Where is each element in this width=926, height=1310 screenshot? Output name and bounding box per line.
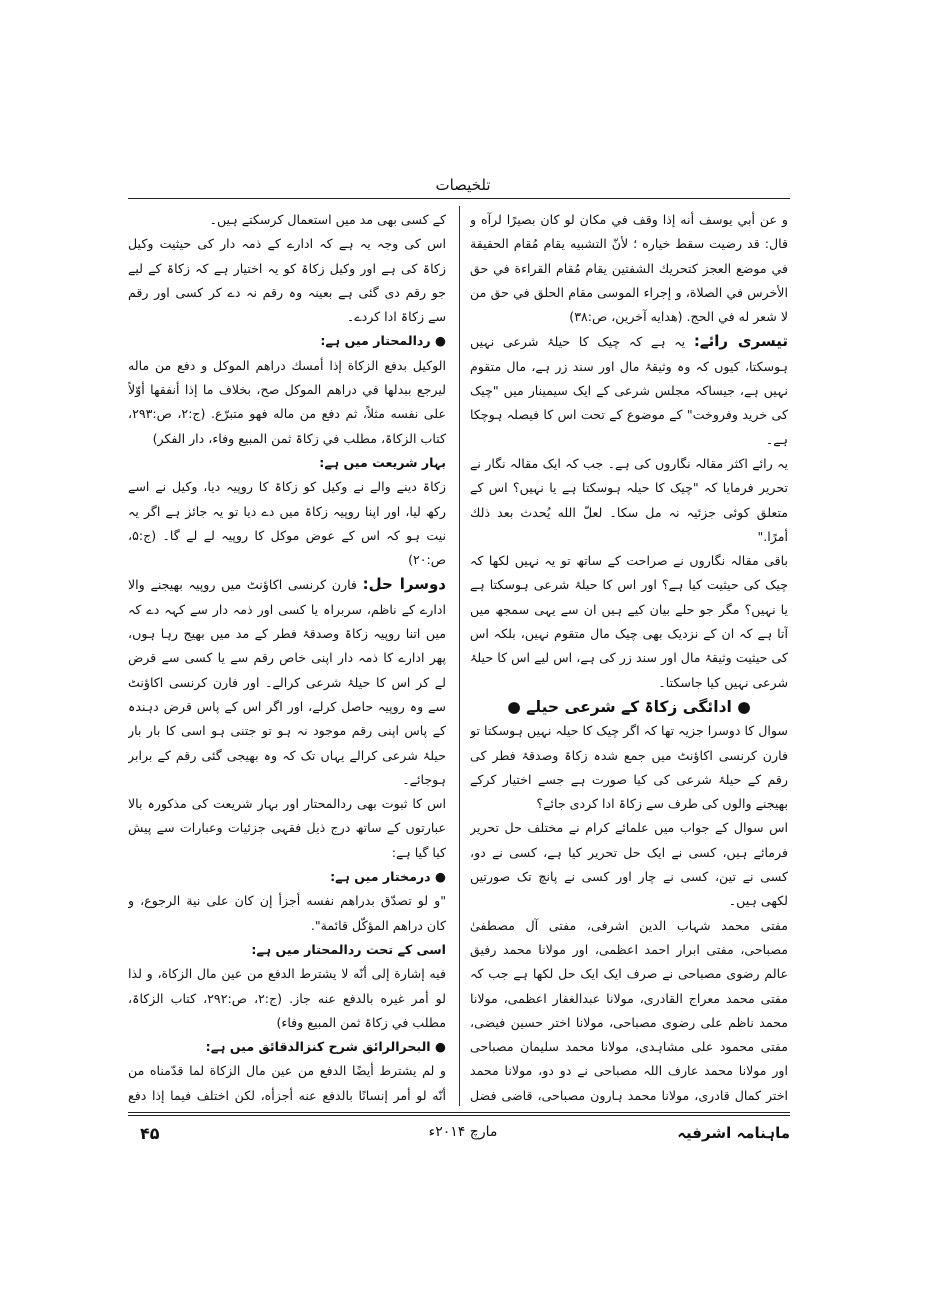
footer-rule — [128, 1112, 790, 1113]
running-header-title: تلخیصات — [435, 176, 491, 194]
arabic-quote: "و لو تصدّق بدراهم نفسه أجزأ إن كان على نية الرجوع، و كان دراهم المؤكّل قائمة". — [128, 893, 446, 933]
bahar-shariat-label: بہار شریعت میں ہے: — [319, 454, 446, 470]
paragraph: اس کا ثبوت بھی ردالمحتار اور بہار شریعت کی مذکورہ بالا عبارتوں کے ساتھ درج ذیل فقہی جزئیات وعبارات سے پیش کیا گیا ہے: — [128, 796, 446, 860]
arabic-quote: فيه إشارة إلى أنّه لا يشترط الدفع من عين مال الزكاة، و لذا لو أمر غيره بالدفع عنه جاز. (ج:۲، ص:۲۹۲، کتاب الزکاۃ، مطلب في زکاۃ ثمن المبیع وفاء) — [128, 966, 446, 1030]
durr-mukhtar-label: ● درمختار میں ہے: — [330, 869, 446, 885]
paragraph: اس سوال کے جواب میں علمائے کرام نے مختلف حل تحریر فرمائے ہیں، کسی نے ایک حل تحریر کیا ہے، کسی نے دو، کسی نے تین، کسی نے چار اور کسی نے پانچ تک صورتیں لکھی ہیں۔ — [470, 820, 788, 909]
left-column — [128, 208, 446, 1103]
third-opinion-text: یہ ہے کہ چیک کا حیلۂ شرعی نہیں ہوسکتا، کیوں کہ وہ وثیقۂ مال اور سند زر ہے، مال متقوم نہیں ہے، جیساکہ مجلس شرعی کے ایک سیمینار میں "چیک کی خرید وفروخت" کے موضوع کے تحت اس کا فیصلہ ہوچکا ہے۔ — [470, 334, 788, 447]
paragraph: یہ رائے اکثر مقالہ نگاروں کی ہے۔ جب کہ ایک مقالہ نگار نے تحریر فرمایا کہ "چیک کا حیلہ ہوسکتا ہے یا نہیں؟ اس کے متعلق کوئی جزئیہ نہ مل سکا۔ لعلّ الله یُحدث بعد ذلك أمرًا." — [470, 455, 788, 544]
quote: زکاۃ دینے والے نے وکیل کو زکاۃ کا روپیہ دیا، وکیل نے اسے رکھ لیا، اور اپنا روپیہ زکاۃ میں دے دیا تو یہ جائز ہے اگر یہ نیت ہو کہ اس کے عوض موکل کا روپیہ لے لے گا۔ (ج:۵، ص:۲۰) — [128, 479, 446, 568]
right-column — [470, 208, 788, 1103]
arabic-quote: و لم يشترط أيضًا الدفع من عين مال الزكاة لما قدّمناه من أنّه لو أمر إنسانًا بالدفع عنه أجزأه، لكن اختلف فيما إذا دفع — [128, 1063, 446, 1103]
paragraph: باقی مقالہ نگاروں نے صراحت کے ساتھ تو یہ نہیں لکھا کہ چیک کی حیثیت کیا ہے؟ اور اس کا حیلۂ شرعی ہوسکتا ہے یا نہیں؟ مگر جو حلے بیان کیے ہیں ان سے یہی سمجھ میں آتا ہے کہ ان کے نزدیک بھی چیک مال متقوم نہیں، بلکہ اس کی حیثیت وثیقۂ مال اور سند زر کی ہے، اس لیے اس کا حیلۂ شرعی نہیں کیا جاسکتا۔ — [470, 553, 788, 690]
second-solution-paragraph — [128, 572, 446, 792]
paragraph: مفتی محمد شہاب الدین اشرفی، مفتی آل مصطفیٰ مصباحی، مفتی ابرار احمد اعظمی، اور مولانا محمد رفیق عالم رضوی مصباحی نے صرف ایک ایک حل لکھا ہے جب کہ مفتی محمد معراج القادری، مولانا عبدالغفار اعظمی، مولانا محمد ناظم علی رضوی مصباحی، مولانا اختر حسین فیضی، مفتی محمود علی مشاہدی، مولانا محمد سلیمان مصباحی اور مولانا محمد عارف اللہ مصباحی نے دو دو، مولانا محمد اختر کمال قادری، مولانا محمد ہارون مصباحی، قاضی فضل — [470, 917, 788, 1103]
arabic-quote: الوكيل بدفع الزكاة إذا أمسك دراهم الموكل و دفع من ماله ليرجع ببدلها في دراهم الموكل صح، بخلاف ما إذا أنفقها أوّلاً على نفسه مثلاً، ثم دفع من ماله فهو متبرّع. (ج:۲، ص:۲۹۳، کتاب الزکاۃ، مطلب في زکاۃ ثمن المبیع وفاء، دار الفکر) — [128, 357, 446, 446]
paragraph: کے کسی بھی مد میں استعمال کرسکتے ہیں۔ — [209, 212, 446, 227]
second-solution-text: فارن کرنسی اکاؤنٹ میں روپیہ بھیجنے والا ادارے کے ناظم، سربراہ یا کسی اور ذمہ دار سے کہہ دے کہ میں اتنا روپیہ زکاۃ وصدقۂ فطر کے مد میں بھیج رہا ہوں، پھر ادارے کا ذمہ دار اپنی خاص رقم سے یا کسی سے قرض لے کر اس کا حیلۂ شرعی کرالے۔ اور فارن کرنسی اکاؤنٹ سے وہ روپیہ حاصل کرلے، اور اگر اس کے پاس قرض دہندہ کے پاس اپنی رقم موجود نہ ہو تو جتنی ہو اسی کا بار بار حیلۂ شرعی کرالے یہاں تک کہ وہ بھیجی گئی رقم کے برابر ہوجائے۔ — [128, 577, 446, 787]
header-rule — [128, 198, 790, 199]
footer-rule-thin — [128, 1115, 790, 1116]
tahta-label: اسی کے تحت ردالمحتار میں ہے: — [251, 941, 446, 957]
footer-issue-date: مارچ ۲۰۱۴ء — [428, 1124, 498, 1140]
second-solution-heading: دوسرا حل: — [362, 575, 446, 594]
radd-al-muhtar-label: ● ردالمحتار میں ہے: — [320, 333, 446, 349]
bahr-raiq-label: ● البحرالرائق شرح کنزالدقائق میں ہے: — [205, 1039, 446, 1055]
third-opinion-heading: تیسری رائے: — [693, 332, 788, 351]
page-number: ۴۵ — [140, 1124, 160, 1143]
column-divider — [459, 206, 460, 1106]
third-opinion-paragraph — [470, 329, 788, 451]
arabic-quote-hidaya: و عن أبي يوسف أنه إذا وقف في مكان لو كان بصيرًا لرآه و قال: قد رضيت سقط خياره ؛ لأنّ التشبيه يقام مُقام الحقيقة في موضع العجز كتحريك الشفتين يقام مُقام القراءة في حق الأخرس في الصلاة، و إجراء الموسى مقام الحلق في حق من لا شعر له في الحج. (هدایه آخرین، ص:۳۸) — [470, 212, 788, 325]
section-heading: ● ادائگی زکاۃ کے شرعی حیلے ● — [507, 697, 751, 716]
paragraph: اس کی وجہ یہ ہے کہ ادارے کے ذمہ دار کی حیثیت وکیل زکاۃ کی ہے اور وکیل زکاۃ کو یہ اختیار ہے کہ زکاۃ کے لیے جو رقم دی گئی ہے بعینہ وہ رقم نہ دے کر کسی اور رقم سے زکاۃ ادا کردے۔ — [128, 236, 446, 325]
paragraph: سوال کا دوسرا جزیہ تھا کہ اگر چیک کا حیلہ نہیں ہوسکتا تو فارن کرنسی اکاؤنٹ میں جمع شدہ زکاۃ وصدقۂ فطر کی رقم کے حیلۂ شرعی کی کیا صورت ہے جسے اختیار کرکے بھیجنے والوں کی طرف سے زکاۃ ادا کردی جائے؟ — [470, 723, 788, 812]
footer-magazine-name: ماہنامہ اشرفیہ — [677, 1124, 790, 1142]
